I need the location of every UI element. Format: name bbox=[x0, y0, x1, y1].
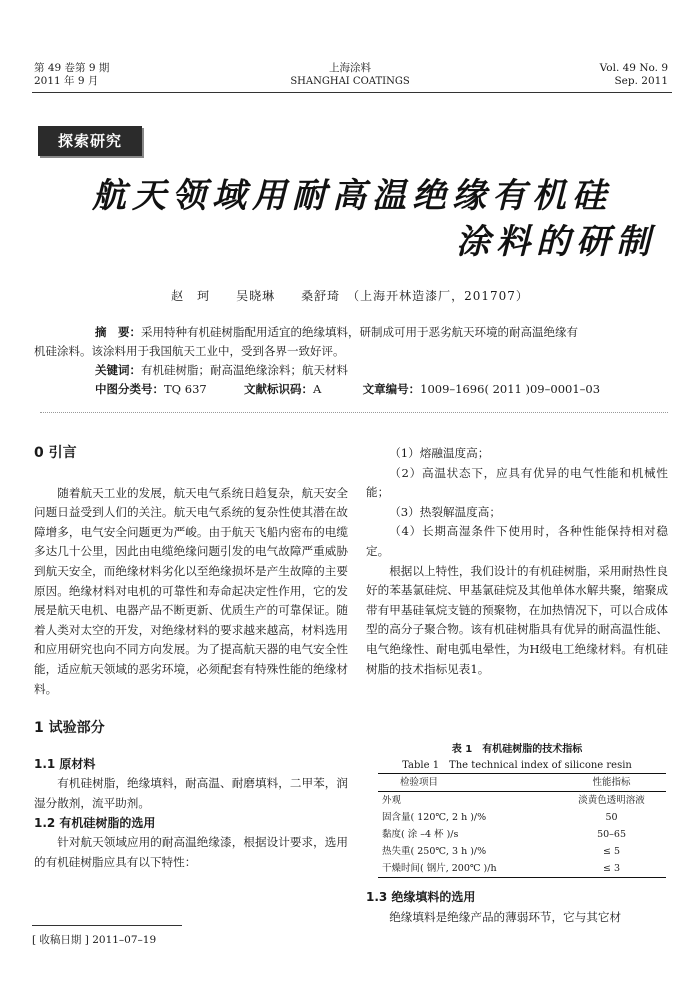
table-cell-value: ≤ 5 bbox=[603, 846, 621, 857]
table-cell-item: 干燥时间( 钢片, 200℃ )/h bbox=[382, 863, 497, 874]
intro-paragraph: 随着航天工业的发展，航天电气系统日趋复杂，航天安全问题日益受到人们的关注。航天电气系统的复杂性使其潜在故障增多，电气安全问题更为严峻。由于航天飞船内密布的电缆多达几十公里，因此由电缆绝缘问题引发的电气故障严重威胁到航天安全，而绝缘材料劣化以至绝缘损坏是产生故障的主要原因。绝缘材料对电机的可靠性和寿命起决定性作用，它的发展是航天电机、电器产品不断更新、优质生产的可靠保证。随着人类对太空的开发，对绝缘材料的要求越来越高，材料选用和应用研究也向不同方向发展。为了提高航天器的电气安全性能，适应航天领域的恶劣环境，必须配套有特殊性能的绝缘材料。 bbox=[34, 485, 348, 696]
keywords: 有机硅树脂；耐高温绝缘涂料；航天材料 bbox=[141, 363, 348, 377]
table-caption-en: Table 1 The technical index of silicone resin bbox=[402, 760, 632, 771]
doc-code-label: 文献标识码： bbox=[244, 382, 314, 396]
table-cell-value: 淡黄色透明溶液 bbox=[578, 795, 645, 806]
property-item-1: （1）熔融温度高； bbox=[389, 446, 490, 460]
article-no-value: 1009–1696( 2011 )09–0001–03 bbox=[420, 382, 601, 396]
title-line-1: 航天领域用耐高温绝缘有机硅 bbox=[92, 176, 612, 216]
header-journal-en: SHANGHAI COATINGS bbox=[290, 76, 410, 87]
property-item-3: （3）热裂解温度高； bbox=[389, 504, 501, 519]
header-rule bbox=[32, 92, 672, 93]
resin-paragraph: 根据以上特性，我们设计的有机硅树脂，采用耐热性良好的苯基氯硅烷、甲基氯硅烷及其他单体水解共聚，缩聚成带有甲基硅氧烷支链的预聚物，在加热情况下，可以合成体型的高分子聚合物。该有机硅树脂具有优异的耐高温性能、电气绝缘性、耐电弧电晕性，为H级电工绝缘材料。有机硅树脂的技术指标见表1。 bbox=[366, 563, 668, 676]
section-1-3-text: 绝缘填料是绝缘产品的薄弱环节，它与其它材 bbox=[389, 909, 622, 924]
abstract-text-1: 采用特种有机硅树脂配用适宜的绝缘填料，研制成可用于恶劣航天环境的耐高温绝缘有 bbox=[141, 325, 578, 339]
table-cell-item: 黏度( 涂 –4 杯 )/s bbox=[382, 829, 459, 840]
abstract-text-2: 机硅涂料。该涂料用于我国航天工业中，受到各界一致好评。 bbox=[34, 344, 345, 358]
right-column-bottom bbox=[366, 888, 668, 927]
section-1-heading: 1 试验部分 bbox=[34, 720, 105, 737]
table-header-row bbox=[378, 774, 666, 792]
table-header-value: 性能指标 bbox=[592, 777, 631, 788]
property-item-4: （4）长期高湿条件下使用时，各种性能保持相对稳定。 bbox=[366, 524, 668, 558]
table-cell-item: 热失重( 250℃, 3 h )/% bbox=[382, 846, 487, 857]
keywords-label: 关键词： bbox=[95, 363, 141, 377]
left-column bbox=[34, 444, 348, 872]
table-cell-item: 固含量( 120℃, 2 h )/% bbox=[382, 812, 487, 823]
authors: 赵 珂 吴晓琳 桑舒琦 （上海开林造漆厂，201707） bbox=[171, 289, 529, 303]
section-1-2-heading: 1.2 有机硅树脂的选用 bbox=[34, 815, 156, 830]
header-journal-cn: 上海涂料 bbox=[329, 62, 371, 74]
doc-code-value: A bbox=[313, 382, 322, 396]
header-issue-en: Vol. 49 No. 9 bbox=[599, 62, 668, 74]
table-cell-value: ≤ 3 bbox=[603, 863, 621, 874]
abstract bbox=[34, 323, 652, 399]
table-cell-value: 50–65 bbox=[597, 829, 627, 840]
section-1-1-text: 有机硅树脂，绝缘填料，耐高温、耐磨填料，二甲苯，润湿分散剂，流平助剂。 bbox=[34, 776, 348, 810]
tech-index-table bbox=[378, 773, 666, 878]
table-row bbox=[378, 860, 666, 878]
abstract-divider bbox=[40, 412, 668, 413]
header-issue-cn: 第 49 卷第 9 期 bbox=[34, 62, 110, 74]
property-item-2: （2）高温状态下，应具有优异的电气性能和机械性能； bbox=[366, 465, 668, 500]
section-tag: 探索研究 bbox=[38, 126, 142, 156]
article-no-label: 文章编号： bbox=[362, 382, 421, 396]
abstract-label: 摘 要： bbox=[95, 325, 141, 339]
title-line-2: 涂料的研制 bbox=[456, 222, 656, 262]
clc-value: TQ 637 bbox=[164, 382, 207, 396]
section-1-3-heading: 1.3 绝缘填料的选用 bbox=[366, 890, 476, 904]
table-cell-value: 50 bbox=[605, 812, 618, 823]
table-row bbox=[378, 792, 666, 810]
footnote-rule bbox=[32, 925, 182, 926]
section-0-heading: 0 引言 bbox=[34, 445, 77, 461]
received-date: [ 收稿日期 ] 2011–07–19 bbox=[32, 934, 157, 946]
right-column bbox=[366, 444, 668, 679]
header-date-cn: 2011 年 9 月 bbox=[34, 75, 99, 87]
header-date-en: Sep. 2011 bbox=[614, 75, 668, 87]
table-header-item: 检验项目 bbox=[400, 777, 439, 788]
table-row bbox=[378, 809, 666, 826]
table-cell-item: 外观 bbox=[382, 795, 402, 806]
clc-label: 中图分类号： bbox=[95, 382, 164, 396]
section-1-2-text: 针对航天领域应用的耐高温绝缘漆，根据设计要求，选用的有机硅树脂应具有以下特性： bbox=[34, 835, 348, 869]
table-caption-cn: 表 1 有机硅树脂的技术指标 bbox=[451, 744, 583, 755]
table-row bbox=[378, 843, 666, 860]
table-row bbox=[378, 826, 666, 843]
section-1-1-heading: 1.1 原材料 bbox=[34, 756, 96, 771]
